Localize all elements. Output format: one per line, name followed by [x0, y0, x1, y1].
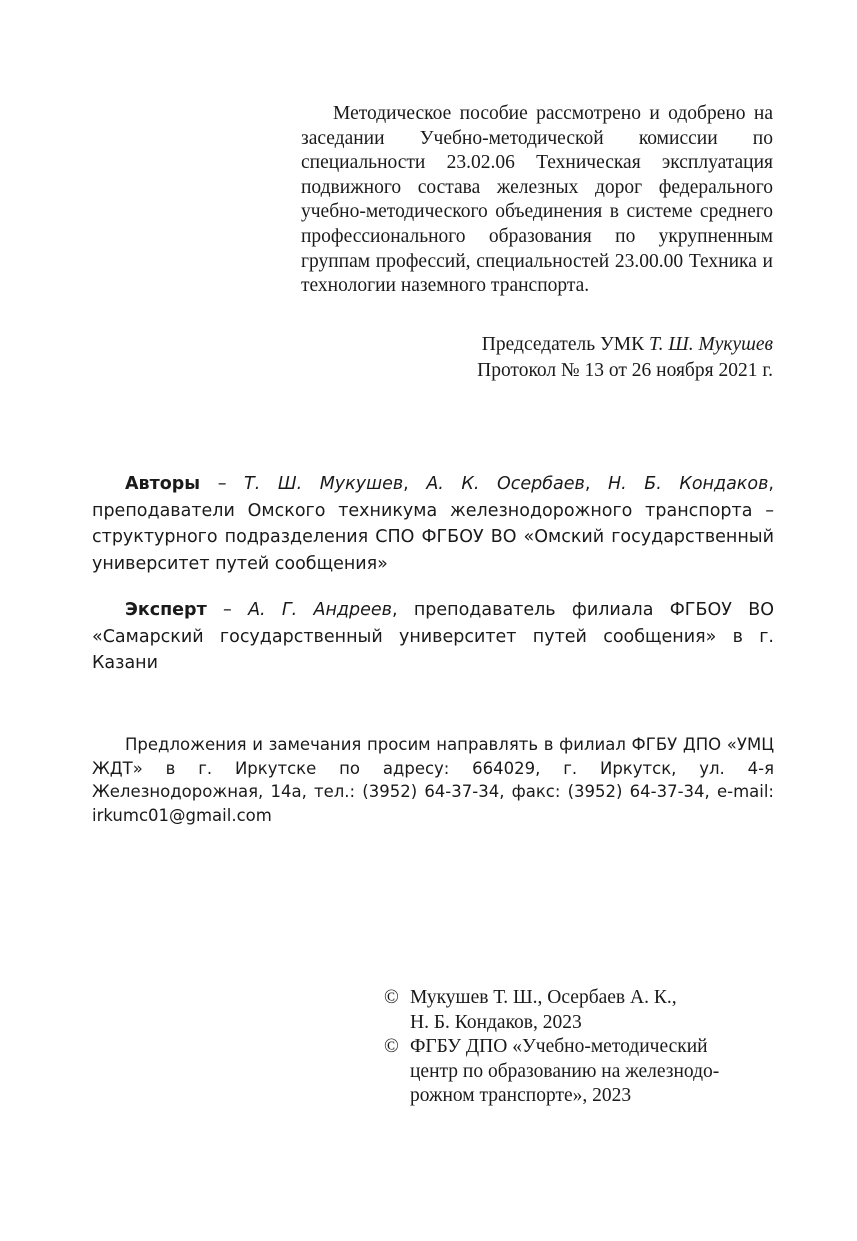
expert-name: А. Г. Андреев [248, 600, 392, 620]
chair-line [477, 332, 773, 358]
copyright-text: Мукушев Т. Ш., Осербаев А. К., Н. Б. Кондаков, 2023 [410, 987, 677, 1033]
copyright-block [384, 986, 784, 1109]
approval-text: Методическое пособие рассмотрено и одобрено на заседании Учебно-методической комиссии по специальности 23.02.06 Техническая эксплуатация подвижного состава железных дорог федерального учебно-методического объединения в системе среднего профессионального образования по укрупненным группам профессий, специальностей 23.00.00 Техника и технологии наземного транспорта. [301, 103, 773, 297]
expert-block [92, 597, 774, 677]
authors-label: Авторы [125, 474, 201, 494]
copyright-icon: © [384, 987, 399, 1008]
copyright-item [384, 1035, 784, 1109]
authors-separator: , [584, 474, 608, 494]
expert-label: Эксперт [125, 600, 207, 620]
copyright-icon: © [384, 1036, 399, 1057]
expert-dash: – [206, 600, 249, 620]
author-name: Н. Б. Кондаков [607, 474, 769, 494]
contact-block [92, 733, 774, 827]
approval-note [301, 102, 773, 299]
protocol-line: Протокол № 13 от 26 ноября 2021 г. [477, 360, 773, 381]
authors-block [92, 471, 774, 577]
author-name: А. К. Осербаев [426, 474, 585, 494]
expert-affiliation: , преподаватель филиала ФГБОУ ВО «Самарский государственный университет путей сообщения» в г. Казани [92, 600, 774, 673]
committee-signoff [477, 332, 773, 384]
authors-separator: , [403, 474, 427, 494]
author-name: Т. Ш. Мукушев [244, 474, 404, 494]
authors-dash: – [200, 474, 245, 494]
chair-label: Председатель УМК [481, 334, 645, 355]
copyright-text: ФГБУ ДПО «Учебно-методический центр по образованию на железнодо- рожном транспорте», 2023 [410, 1036, 720, 1106]
chair-name: Т. Ш. Мукушев [649, 334, 773, 355]
contact-text: Предложения и замечания просим направлять в филиал ФГБУ ДПО «УМЦ ЖДТ» в г. Иркутске по адресу: 664029, г. Иркутск, ул. 4-я Железнодорожная, 14а, тел.: (3952) 64-37-34, факс: (3952) 64-37-34, e-mail: irkumc01@gmail.com [92, 735, 774, 825]
copyright-item [384, 986, 784, 1035]
authors-affiliation: , преподаватели Омского техникума железнодорожного транспорта – структурного подразделения СПО ФГБОУ ВО «Омский государственный университет путей сообщения» [92, 474, 774, 574]
